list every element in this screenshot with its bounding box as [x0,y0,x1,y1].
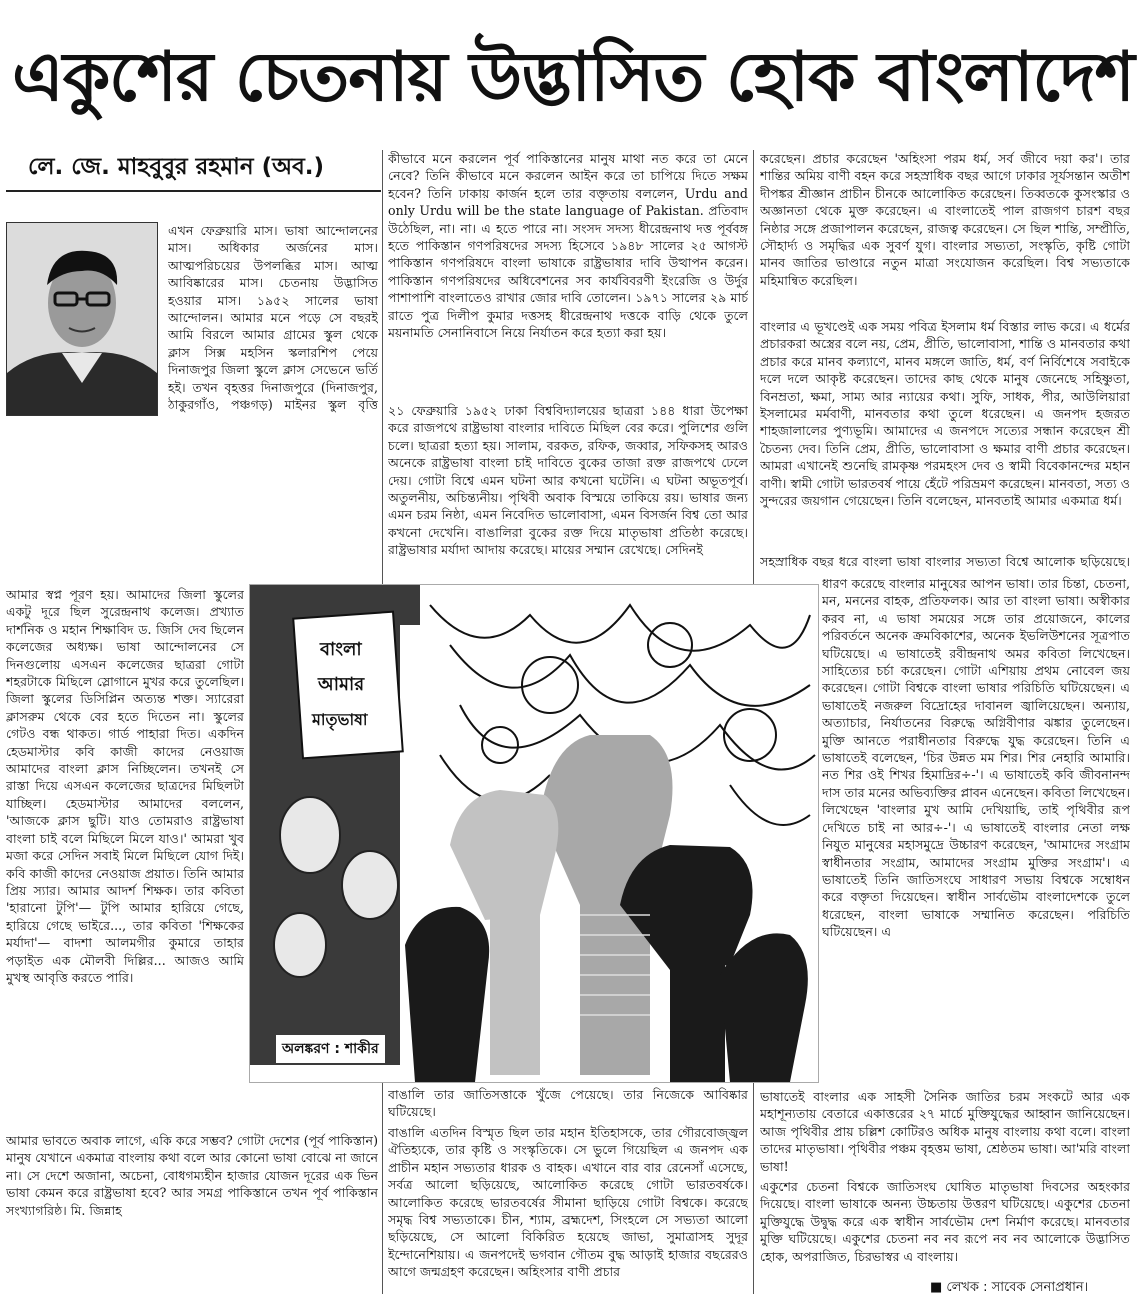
col1-para-2: আমার স্বপ্ন পূরণ হয়। আমাদের জিলা স্কুলের একটু দূরে ছিল সুরেন্দ্রনাথ কলেজ। প্রখ্যাত দার্শনিক ও মহান শিক্ষাবিদ ড. জিসি দেব ছিলেন কলেজের অধ্যক্ষ। ভাষা আন্দোলনের সে দিনগুলোয় এসএন কলেজের ছাত্ররা গোটা শহরটাকে মিছিলে স্লোগানে মুখর করে তুলেছিল। জিলা স্কুলের ডিসিপ্লিন অত্যন্ত শক্ত। স্যারেরা ক্লাসরুম থেকে বের হতে দিতেন না। স্কুলের গেটও বন্ধ থাকত। গার্ড পাহারা দিত। একদিন হেডমাস্টার কবি কাজী কাদের নেওয়াজ আমাদের বাংলা ক্লাস নিচ্ছিলেন। তখনই সে রাস্তা দিয়ে এসএন কলেজের ছাত্রদের মিছিলটা যাচ্ছিল। হেডমাস্টার আমাদের বললেন, 'আজকে ক্লাস ছুটি। যাও তোমরাও রাষ্ট্রভাষা বাংলা চাই বলে মিছিলে মিলে যাও।' আমরা খুব মজা করে সেদিন সবাই মিলে মিছিলে যোগ দিই। কবি কাজী কাদের নেওয়াজ প্রয়াত। তিনি আমার প্রিয় স্যার। আমার আদর্শ শিক্ষক। তার কবিতা 'হারানো টুপি'— টুপি আমার হারিয়ে গেছে, হারিয়ে গেছে ভাইরে..., তার কবিতা 'শিক্ষকের মর্যাদা'— বাদশা আলমগীর কুমারে তাহার পড়াইত এক মৌলবী দিল্লির... আজও আমি মুখস্থ আবৃত্তি করতে পারি। [6,587,244,985]
sign-text-1: বাংলা [320,639,362,660]
raised-fists-illustration-icon [250,585,818,1082]
col2-para-1: কীভাবে মনে করলেন পূর্ব পাকিস্তানের মানুষ মাথা নত করে তা মেনে নেবে? তিনি কীভাবে মনে করলেন আইন করে তা চাপিয়ে দিতে সক্ষম হবেন? তিনি ঢাকায় কার্জন হলে তার বক্তৃতায় বললেন, Urdu and only Urdu will be the state language of Pakistan. প্রতিবাদ উঠেছিল, না। না। এ হতে পারে না। সংসদ সদস্য ধীরেন্দ্রনাথ দত্ত পূর্ববঙ্গ হতে পাকিস্তান গণপরিষদের সদস্য হিসেবে ১৯৪৮ সালের ২৫ আগস্ট পাকিস্তান গণপরিষদে বাংলা ভাষাকে রাষ্ট্রভাষার দাবি উত্থাপন করেন। পাকিস্তান গণপরিষদের অধিবেশনের সব কার্যবিবরণী ইংরেজি ও উর্দুর পাশাপাশি বাংলাতেও রাখার জোর দাবি তোলেন। ১৯৭১ সালের ২৯ মার্চ রাতে পুত্র দিলীপ কুমার দত্তসহ ধীরেন্দ্রনাথ দত্তকে বাড়ি থেকে তুলে ময়নামতি সেনানিবাসে নিয়ে নির্যাতন করে হত্যা করা হয়। [388,151,748,341]
col1-para-1: এখন ফেব্রুয়ারি মাস। ভাষা আন্দোলনের মাস। অধিকার অর্জনের মাস। আত্মপরিচয়ের উপলব্ধির মাস। আত্ম আবিষ্কারের মাস। চেতনায় উদ্ভাসিত হওয়ার মাস। ১৯৫২ সালের ভাষা আন্দোলন। আমার মনে পড়ে সে বছরই আমি বিরলে আমার গ্রামের স্কুল থেকে ক্লাস সিক্স মহসিন স্কলারশিপ পেয়ে দিনাজপুর জিলা স্কুলে ক্লাস সেভেনে ভর্তি হই। তখন বৃহত্তর দিনাজপুরে (দিনাজপুর, ঠাকুরগাঁও, পঞ্চগড়) মাইনর স্কুল বৃত্তি [168,223,378,413]
col3-para-3: সহস্রাধিক বছর ধরে বাংলা ভাষা বাংলার সভ্যতা বিশ্বে আলোক ছড়িয়েছে। [760,554,1130,569]
col3-para-4: ধারণ করেছে বাংলার মানুষের আপন ভাষা। তার চিন্তা, চেতনা, মন, মননের বাহক, প্রতিফলক। আর তা বাংলা ভাষা। অস্বীকার করব না, এ ভাষা সময়ের সঙ্গে তার প্রয়োজনে, কালের পরিবর্তনে অনেক ক্রমবিকাশের, অনেক ইভলিউশনের সূত্রপাত ঘটিয়েছে। এ ভাষাতেই রবীন্দ্রনাথ অমর কবিতা লিখেছেন। সাহিত্যের চর্চা করেছেন। গোটা এশিয়ায় প্রথম নোবেল জয় করেছেন। গোটা বিশ্বকে বাংলা ভাষার পরিচিতি ঘটিয়েছেন। এ ভাষাতেই নজরুল বিদ্রোহের দাবানল জ্বালিয়েছেন। অন্যায়, অত্যাচার, নির্যাতনের বিরুদ্ধে অগ্নিবীণার ঝঙ্কার তুলেছেন। মুক্তি আনতে পরাধীনতার বিরুদ্ধে যুদ্ধ করেছেন। তিনি এ ভাষাতেই বলেছেন, 'চির উন্নত মম শির। শির নেহারি আমারি। নত শির ওই শিখর হিমাদ্রির÷-'। এ ভাষাতেই কবি জীবনানন্দ দাস তার মনের অভিব্যক্তির প্লাবন এনেছেন। কবিতা লিখেছেন। লিখেছেন 'বাংলার মুখ আমি দেখিয়াছি, তাই পৃথিবীর রূপ দেখিতে চাই না আর÷-'। এ ভাষাতেই বাংলার নেতা লক্ষ নিযুত মানুষের মহাসমুদ্রে উচ্চারণ করেছেন, 'আমাদের সংগ্রাম স্বাধীনতার সংগ্রাম, আমাদের সংগ্রাম মুক্তির সংগ্রাম'। এ ভাষাতেই তিনি জাতিসংঘে সাধারণ সভায় বিশ্বকে সম্বোধন করে বক্তৃতা দিয়েছেন। স্বাধীন সার্বভৌম বাংলাদেশকে তুলে ধরেছেন, বাংলা ভাষাকে সম্মানিত করেছেন। পরিচিতি ঘটিয়েছেন। এ [822,576,1130,940]
col3-para-2: বাংলার এ ভূখণ্ডেই এক সময় পবিত্র ইসলাম ধর্ম বিস্তার লাভ করে। এ ধর্মের প্রচারকরা অস্ত্রের বলে নয়, প্রেম, প্রীতি, ভালোবাসা, শান্তি ও মানবতার কথা প্রচার করে মানব কল্যাণে, মানব মঙ্গলে জাতি, ধর্ম, বর্ণ নির্বিশেষে সবাইকে দলে দলে আকৃষ্ট করেছেন। তাদের কাছ থেকে মানুষ জেনেছে সহিষ্ণুতা, বিনম্রতা, ক্ষমা, সাম্য আর ন্যায়ের কথা। সুফি, সাধক, পীর, আউলিয়ারা ইসলামের মর্মবাণী, মানবতার কথা তুলে ধরেছেন। এ জনপদ হজরত শাহজালালের পুণ্যভূমি। আমাদের এ জনপদে সত্যের সন্ধান করেছেন শ্রী চৈতন্য দেব। তিনি প্রেম, প্রীতি, ভালোবাসা ও ক্ষমার বাণী প্রচার করেছেন। আমরা এখানেই শুনেছি রামকৃষ্ণ পরমহংস দেব ও স্বামী বিবেকানন্দের মহান বাণী। স্বামী গোটা ভারতবর্ষ পায়ে হেঁটে পরিভ্রমণ করেছেন। মানবতা, সত্য ও সুন্দরের জয়গান গেয়েছেন। তিনি বলেছেন, মানবতাই আমার একমাত্র ধর্ম। [760,319,1130,509]
column-divider-2 [753,150,754,585]
col2-para-4: বাঙালি এতদিন বিস্মৃত ছিল তার মহান ইতিহাসকে, তার গৌরবোজ্জ্বল ঐতিহ্যকে, তার কৃষ্টি ও সংস্কৃতিকে। সে ভুলে গিয়েছিল এ জনপদ এক প্রাচীন মহান সভ্যতার ধারক ও বাহক। এখানে বার বার রেনেসাঁ এসেছে, সর্বত্র আলো ছড়িয়েছে, আলোকিত করেছে গোটা ভারতবর্ষকে। আলোকিত করেছে ভারতবর্ষের সীমানা ছাড়িয়ে গোটা বিশ্বকে। করেছে সমৃদ্ধ বিশ্ব সভ্যতাকে। চীন, শ্যাম, ব্রহ্মদেশ, সিংহলে সে সভ্যতা আলো ছড়িয়েছে, সে আলো বিকিরিত হয়েছে জাভা, সুমাত্রাসহ সুদূর ইন্দোনেশিয়ায়। এ জনপদেই ভগবান গৌতম বুদ্ধ আড়াই হাজার বছরেরও আগে জন্মগ্রহণ করেছেন। অহিংসার বাণী প্রচার [388,1125,748,1280]
illustration-caption: অলঙ্করণ : শাকীর [276,1035,385,1063]
column-divider-1-lower [382,1082,383,1294]
author-photo [6,222,158,416]
author-note: ■ লেখক : সাবেক সেনাপ্রধান। [930,1280,1089,1295]
col3-para-1: করেছেন। প্রচার করেছেন 'অহিংসা পরম ধর্ম, সর্ব জীবে দয়া কর'। তার শান্তির অমিয় বাণী বহন করে সহস্রাধিক বছর আগে ঢাকার সূর্যসন্তান অতীশ দীপঙ্কর শ্রীজ্ঞান প্রাচীন চীনকে আলোকিত করেছেন। তিব্বতকে কুসংস্কার ও অজ্ঞানতা থেকে মুক্ত করেছেন। এ বাংলাতেই পাল রাজগণ চারশ বছর নিষ্ঠার সঙ্গে প্রজাপালন করেছেন, রাজত্ব করেছেন। সে ছিল শান্তি, সম্প্রীতি, সৌহার্দ্য ও সমৃদ্ধির এক সুবর্ণ যুগ। বাংলার সভ্যতা, সংস্কৃতি, কৃষ্টি গোটা মানব জাতির ভাণ্ডারে নতুন মাত্রা সংযোজন করেছিল। বিশ্ব সভ্যতাকে মহিমান্বিত করেছিল। [760,151,1130,288]
col2-para-3: বাঙালি তার জাতিসত্তাকে খুঁজে পেয়েছে। তার নিজেকে আবিষ্কার ঘটিয়েছে। [388,1087,748,1120]
byline: লে. জে. মাহবুবুর রহমান (অব.) [28,154,325,180]
col1-para-1-continued [6,416,378,576]
column-divider-2-lower [753,1082,754,1294]
sign-text-3: মাতৃভাষা [312,710,368,729]
illustration [249,584,819,1083]
author-portrait-icon [7,223,157,415]
headline: একুশের চেতনায় উদ্ভাসিত হোক বাংলাদেশ [12,38,1134,117]
byline-rule [6,190,381,192]
col2-para-2: ২১ ফেব্রুয়ারি ১৯৫২ ঢাকা বিশ্ববিদ্যালয়ের ছাত্ররা ১৪৪ ধারা উপেক্ষা করে রাজপথে রাষ্ট্রভাষা বাংলার দাবিতে মিছিল বের করে। পুলিশের গুলি চলে। ছাত্ররা হত্যা হয়। সালাম, বরকত, রফিক, জব্বার, সফিকসহ আরও অনেকে রাষ্ট্রভাষা বাংলা চাই দাবিতে বুকের তাজা রক্ত রাজপথে ঢেলে দেয়। গোটা বিশ্বে এমন ঘটনা আর কখনো ঘটেনি। এ ঘটনা অভূতপূর্ব। অতুলনীয়, অচিন্ত্যনীয়। পৃথিবী অবাক বিস্ময়ে তাকিয়ে রয়। ভাষার জন্য এমন চরম নিষ্ঠা, এমন নিবেদিত ভালোবাসা, এমন বিসর্জন বিশ্ব তো আর কখনো দেখেনি। বাঙালিরা বুকের রক্ত দিয়ে মাতৃভাষা প্রতিষ্ঠা করেছে। রাষ্ট্রভাষার মর্যাদা আদায় করেছে। মায়ের সম্মান রেখেছে। সেদিনই [388,403,748,558]
col1-para-3: আমার ভাবতে অবাক লাগে, একি করে সম্ভব? গোটা দেশের (পূর্ব পাকিস্তান) মানুষ যেখানে একমাত্র বাংলায় কথা বলে আর কোনো ভাষা বোঝে না জানে না। সে দেশে অজানা, অচেনা, বোধগম্যহীন হাজার যোজন দূরের এক ভিন ভাষা কেমন করে রাষ্ট্রভাষা হবে? আর সমগ্র পাকিস্তানে তখন পূর্ব পাকিস্তান সংখ্যাগরিষ্ঠ। মি. জিন্নাহ [6,1133,378,1218]
column-divider-1 [382,150,383,585]
col3-para-6: একুশের চেতনা বিশ্বকে জাতিসংঘ ঘোষিত মাতৃভাষা দিবসের অহংকার দিয়েছে। বাংলা ভাষাকে অনন্য উচ্চতায় উত্তরণ ঘটিয়েছে। একুশের চেতনা মুক্তিযুদ্ধে উদ্বুদ্ধ করে এক স্বাধীন সার্বভৌম দেশ নির্মাণ করেছে। মানবতার মুক্তি ঘটিয়েছে। একুশের চেতনা নব নব রূপে নব নব আলোকে উদ্ভাসিত হোক, অপরাজিত, চিরভাস্বর এ বাংলায়। [760,1179,1130,1264]
col3-para-5: ভাষাতেই বাংলার এক সাহসী সৈনিক জাতির চরম সংকটে আর এক মহাশূন্যতায় বেতারে একাত্তরের ২৭ মার্চে মুক্তিযুদ্ধের আহ্বান জানিয়েছেন। আজ পৃথিবীর প্রায় চল্লিশ কোটিরও অধিক মানুষ বাংলায় কথা বলে। বাংলা তাদের মাতৃভাষা। পৃথিবীর পঞ্চম বৃহত্তম ভাষা, শ্রেষ্ঠতম ভাষা। আ'মরি বাংলা ভাষা! [760,1089,1130,1174]
sign-text-2: আমার [318,674,365,695]
